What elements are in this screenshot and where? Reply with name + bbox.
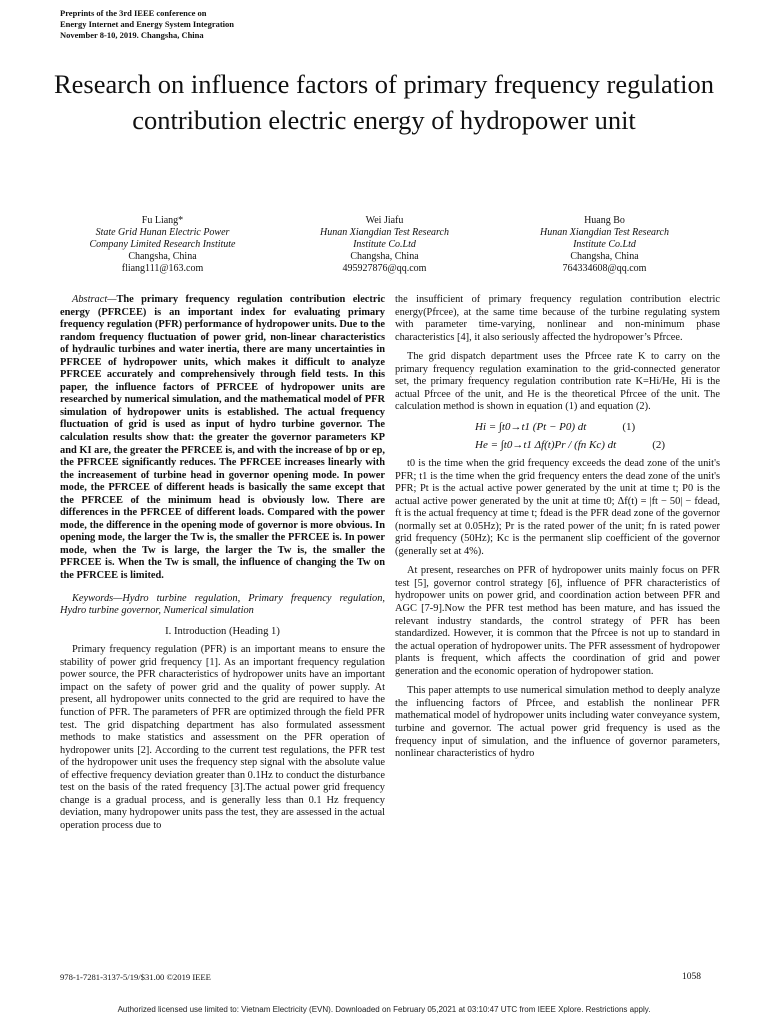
author-email: fliang111@163.com xyxy=(121,263,204,274)
copyright-footer: 978-1-7281-3137-5/19/$31.00 ©2019 IEEE xyxy=(60,972,211,982)
intro-paragraph-continued: the insufficient of primary frequency regulation contribution electric energy(Pfrcee), at the same time because of the turbine regulating system with parameter time-varying, nonlinear and non-minimum phase characteristics [4], it also seriously affected the hydropower’s Pfrcee. xyxy=(395,294,720,343)
intro-paragraph-4: This paper attempts to use numerical simulation method to deeply analyze the influencing factors of Pfrcee, and establish the nonlinear PFR mathematical model of hydropower units including water conveyance system, turbine and governor. The actual power grid frequency is used as the frequency input of simulation, and the influence of governor parameters, nonlinear characteristics of hydro xyxy=(395,685,720,760)
equation-2-body: He = ∫t0→t1 Δf(t)Pr / (fn Kc) dt xyxy=(475,439,617,452)
conference-line-1: Preprints of the 3rd IEEE conference on xyxy=(60,8,207,18)
author-block-1 xyxy=(60,215,265,275)
page-number: 1058 xyxy=(682,972,701,982)
intro-paragraph-1: Primary frequency regulation (PFR) is an important means to ensure the stability of power grid frequency [1]. As an important frequency regulation power source, the PFR characteristics of hydropower units have an important impact on the safety of power grid and the quality of power supply. At present, all hydropower units connected to the grid are required to have the function of PFR. The parameters of PFR are optimized through the field PFR test. The grid dispatching department has also formulated assessment methods to make statistics and assessment on the PFR operation of hydropower units [2]. According to the current test regulations, the PFR test of the hydropower unit uses the frequency step signal with the absolute value of effective frequency deviation greater than 0.1Hz to conduct the disturbance test on the basis of the rated frequency [3].The actual power grid frequency change is a gradual process, and is generally less than 0.1 Hz frequency deviation, many hydropower units pass the test, they are assessed in the actual operation process due to xyxy=(60,644,385,831)
conference-header xyxy=(60,8,234,41)
conference-line-2: Energy Internet and Energy System Integration xyxy=(60,19,235,29)
intro-paragraph-3: At present, researches on PFR of hydropower units mainly focus on PFR test [5], governor control strategy [6], influence of PFR characteristics of hydropower units on power grid, and coordination action between PFR and AGC [7-9].Now the PFR test method has been mature, and has issued the relevant industry standards, the control strategy of PFR has been standardized. However, it is common that the Pfrcee is not up to standard in the actual operation of hydropower units. The PFR assessment of hydropower plants is frequent, which affects the coordination of grid and power generation and the economic operation of hydropower station. xyxy=(395,565,720,677)
right-column xyxy=(395,294,720,768)
author-email: 764334608@qq.com xyxy=(562,263,647,274)
equation-1 xyxy=(475,421,720,434)
variable-definitions: t0 is the time when the grid frequency exceeds the dead zone of the unit's PFR; t1 is the time when the grid frequency enters the dead zone of the unit's PFR; Pt is the actual active power generated by the unit at time t; P0 is the actual active power generated by the unit at time t0; Δf(t) = |ft − 50| − fdead, ft is the actual frequency at time t; fdead is the PFR dead zone of the governor (normally set at 0.05Hz); Pr is the rated power of the unit; fn is rated power grid frequency (50Hz); Kc is the permanent slip coefficient of the governor (generally set at 4%). xyxy=(395,458,720,557)
author-city: Changsha, China xyxy=(350,251,419,262)
author-affiliation: Company Limited Research Institute xyxy=(89,239,236,250)
abstract-text: The primary frequency regulation contribution electric energy (PFRCEE) is an important index for evaluating primary frequency regulation (PFR) performance of hydropower units. Due to the random frequency fluctuation of power grid, non-linear characteristics of hydraulic turbines and water inertia, there are many uncertainties in PFRCEE of hydropower units, which makes it difficult to analyze PFRCEE accurately and comprehensively through field tests. In this paper, the influence factors of PFRCEE of hydropower units are researched by numerical simulation, and the mathematical model of PFR simulation of hydropower units is established. The actual frequency fluctuation of grid is used as input of hydro turbine governor. The calculation results show that: the greater the governor parameters KP and KI are, the greater the PFRCEE is, and with the increase of bp or ep, the PFRCEE significantly reduces. The PFRCEE increases linearly with the increasement of turbine head in governor opening mode. In power mode, the PFRCEE of different heads is basically the same except that the PFRCEE of the minimum head is obviously low. There are differences in the PFRCEE of different loads. Compared with the power mode, the difference in the opening mode of governor is more obvious. In opening mode, the larger the Tw is, the smaller the PFRCEE is. In power mode, when the Tw is large, the larger the Tw is, the smaller the PFRCEE is. When the Tw is small, the influence of changing the Tw on the PFRCEE is limited. xyxy=(60,294,385,582)
section-heading: I. Introduction (Heading 1) xyxy=(165,625,280,637)
author-affiliation: Hunan Xiangdian Test Research xyxy=(320,227,449,238)
intro-paragraph-2: The grid dispatch department uses the Pfrcee rate K to carry on the primary frequency regulation examination to the grid-connected generator set, the primary frequency regulation contribution rate K=Hi/He, Hi is the actual Pfrcee of the unit, and He is the theoretical Pfrcee of the unit. The calculation method is shown in equation (1) and equation (2). xyxy=(395,351,720,413)
equation-2-number: (2) xyxy=(652,439,666,452)
author-affiliation: Hunan Xiangdian Test Research xyxy=(540,227,669,238)
conference-line-3: November 8-10, 2019. Changsha, China xyxy=(60,30,204,40)
author-block-3 xyxy=(502,215,707,275)
abstract xyxy=(60,294,385,583)
author-name: Fu Liang* xyxy=(141,215,184,226)
left-column xyxy=(60,294,385,839)
equation-1-number: (1) xyxy=(622,420,636,433)
license-notice: Authorized licensed use limited to: Vietnam Electricity (EVN). Downloaded on February 05,2021 at 03:10:47 UTC from IEEE Xplore. Restrictions apply. xyxy=(117,1005,651,1014)
author-block-2 xyxy=(282,215,487,275)
equation-1-body: Hi = ∫t0→t1 (Pt − P0) dt xyxy=(475,420,587,433)
author-city: Changsha, China xyxy=(570,251,639,262)
abstract-label: Abstract— xyxy=(72,294,117,305)
author-email: 495927876@qq.com xyxy=(342,263,427,274)
author-name: Huang Bo xyxy=(584,215,625,226)
author-affiliation: Institute Co.Ltd xyxy=(573,239,636,250)
keywords: Keywords—Hydro turbine regulation, Primary frequency regulation, Hydro turbine governor, Numerical simulation xyxy=(60,592,385,617)
paper-title: Research on influence factors of primary frequency regulation contribution electric energy of hydropower unit xyxy=(53,69,714,135)
author-affiliation: Institute Co.Ltd xyxy=(353,239,416,250)
author-name: Wei Jiafu xyxy=(365,215,404,226)
author-city: Changsha, China xyxy=(128,251,197,262)
author-affiliation: State Grid Hunan Electric Power xyxy=(95,227,230,238)
equation-2 xyxy=(475,439,720,452)
